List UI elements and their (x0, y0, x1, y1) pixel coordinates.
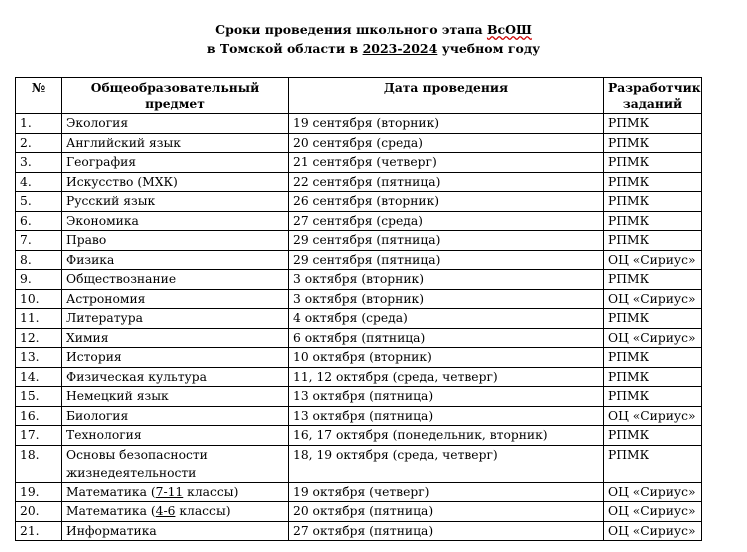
row-date: 20 октября (пятница) (289, 502, 604, 522)
row-date: 27 октября (пятница) (289, 521, 604, 541)
row-date: 22 сентября (пятница) (289, 172, 604, 192)
row-date: 29 сентября (пятница) (289, 231, 604, 251)
row-developer: ОЦ «Сириус» (604, 289, 702, 309)
table-row (16, 270, 702, 290)
row-date: 16, 17 октября (понедельник, вторник) (289, 426, 604, 446)
row-developer: ОЦ «Сириус» (604, 328, 702, 348)
row-subject: Астрономия (62, 289, 289, 309)
row-subject: Английский язык (62, 133, 289, 153)
table-row (16, 133, 702, 153)
row-number: 19. (16, 482, 62, 502)
row-date: 29 сентября (пятница) (289, 250, 604, 270)
title-line-2-text: в Томской области в (206, 41, 363, 56)
row-number: 16. (16, 406, 62, 426)
table-row (16, 289, 702, 309)
row-number: 13. (16, 348, 62, 368)
row-subject: Информатика (62, 521, 289, 541)
row-date: 3 октября (вторник) (289, 289, 604, 309)
row-date: 20 сентября (среда) (289, 133, 604, 153)
title-line-1 (0, 20, 747, 39)
row-developer: РПМК (604, 133, 702, 153)
row-date: 27 сентября (среда) (289, 211, 604, 231)
table-row (16, 172, 702, 192)
row-subject: Основы безопасности жизнедеятельности (62, 445, 289, 482)
row-number: 21. (16, 521, 62, 541)
table-row (16, 211, 702, 231)
row-number: 1. (16, 114, 62, 134)
row-number: 5. (16, 192, 62, 212)
row-developer: РПМК (604, 348, 702, 368)
title-school-year: 2023-2024 (362, 41, 438, 56)
row-developer: РПМК (604, 426, 702, 446)
row-number: 9. (16, 270, 62, 290)
row-number: 10. (16, 289, 62, 309)
subject-grades: 4-6 (155, 504, 176, 518)
row-date: 19 октября (четверг) (289, 482, 604, 502)
table-row (16, 153, 702, 173)
row-date: 18, 19 октября (среда, четверг) (289, 445, 604, 482)
row-subject: История (62, 348, 289, 368)
row-number: 14. (16, 367, 62, 387)
row-number: 11. (16, 309, 62, 329)
row-developer: РПМК (604, 153, 702, 173)
table-row (16, 426, 702, 446)
row-developer: РПМК (604, 445, 702, 482)
title-line-1-text: Сроки проведения школьного этапа (215, 22, 487, 37)
row-developer: РПМК (604, 387, 702, 407)
row-subject: Русский язык (62, 192, 289, 212)
row-subject: Экология (62, 114, 289, 134)
row-subject: Экономика (62, 211, 289, 231)
table-row (16, 482, 702, 502)
subject-prefix: Математика ( (66, 504, 156, 518)
row-date: 21 сентября (четверг) (289, 153, 604, 173)
table-row (16, 502, 702, 522)
row-developer: РПМК (604, 192, 702, 212)
table-row (16, 250, 702, 270)
table-row (16, 367, 702, 387)
row-number: 12. (16, 328, 62, 348)
row-subject: Химия (62, 328, 289, 348)
row-date: 26 сентября (вторник) (289, 192, 604, 212)
title-abbreviation: ВсОШ (486, 22, 532, 37)
row-number: 6. (16, 211, 62, 231)
header-number: № (16, 78, 62, 114)
row-subject: Физика (62, 250, 289, 270)
schedule-table (15, 77, 702, 541)
row-developer: ОЦ «Сириус» (604, 482, 702, 502)
row-number: 2. (16, 133, 62, 153)
row-subject: Искусство (МХК) (62, 172, 289, 192)
row-subject: Немецкий язык (62, 387, 289, 407)
subject-grades: 7-11 (155, 484, 184, 499)
row-subject: Литература (62, 309, 289, 329)
table-row (16, 309, 702, 329)
row-date: 3 октября (вторник) (289, 270, 604, 290)
row-developer: РПМК (604, 172, 702, 192)
subject-suffix: классы) (175, 504, 231, 518)
row-subject: Обществознание (62, 270, 289, 290)
row-subject: Физическая культура (62, 367, 289, 387)
row-developer: ОЦ «Сириус» (604, 502, 702, 522)
row-developer: ОЦ «Сириус» (604, 406, 702, 426)
table-row (16, 387, 702, 407)
row-subject: Технология (62, 426, 289, 446)
table-row (16, 231, 702, 251)
row-date: 19 сентября (вторник) (289, 114, 604, 134)
header-developer: Разработчик заданий (604, 78, 702, 114)
row-date: 10 октября (вторник) (289, 348, 604, 368)
row-number: 8. (16, 250, 62, 270)
row-subject (62, 502, 289, 522)
title-line-2 (0, 39, 747, 58)
row-developer: РПМК (604, 270, 702, 290)
row-date: 13 октября (пятница) (289, 406, 604, 426)
row-number: 20. (16, 502, 62, 522)
row-developer: РПМК (604, 211, 702, 231)
title-line-2-suffix: учебном году (437, 41, 541, 56)
row-developer: ОЦ «Сириус» (604, 521, 702, 541)
row-number: 18. (16, 445, 62, 482)
row-number: 3. (16, 153, 62, 173)
table-row (16, 348, 702, 368)
row-number: 7. (16, 231, 62, 251)
subject-prefix: Математика ( (66, 484, 156, 499)
document-title (0, 20, 747, 58)
header-subject: Общеобразовательный предмет (62, 78, 289, 114)
row-developer: РПМК (604, 231, 702, 251)
subject-suffix: классы) (183, 484, 239, 499)
header-date: Дата проведения (289, 78, 604, 114)
row-subject: Право (62, 231, 289, 251)
row-developer: ОЦ «Сириус» (604, 250, 702, 270)
table-row (16, 192, 702, 212)
row-subject (62, 482, 289, 502)
table-row (16, 114, 702, 134)
row-developer: РПМК (604, 114, 702, 134)
row-date: 4 октября (среда) (289, 309, 604, 329)
row-subject: География (62, 153, 289, 173)
row-subject: Биология (62, 406, 289, 426)
table-row (16, 445, 702, 482)
row-date: 11, 12 октября (среда, четверг) (289, 367, 604, 387)
row-developer: РПМК (604, 309, 702, 329)
row-date: 6 октября (пятница) (289, 328, 604, 348)
row-number: 15. (16, 387, 62, 407)
table-row (16, 521, 702, 541)
row-developer: РПМК (604, 367, 702, 387)
row-number: 4. (16, 172, 62, 192)
row-date: 13 октября (пятница) (289, 387, 604, 407)
table-row (16, 406, 702, 426)
table-row (16, 328, 702, 348)
table-header-row (16, 78, 702, 114)
row-number: 17. (16, 426, 62, 446)
